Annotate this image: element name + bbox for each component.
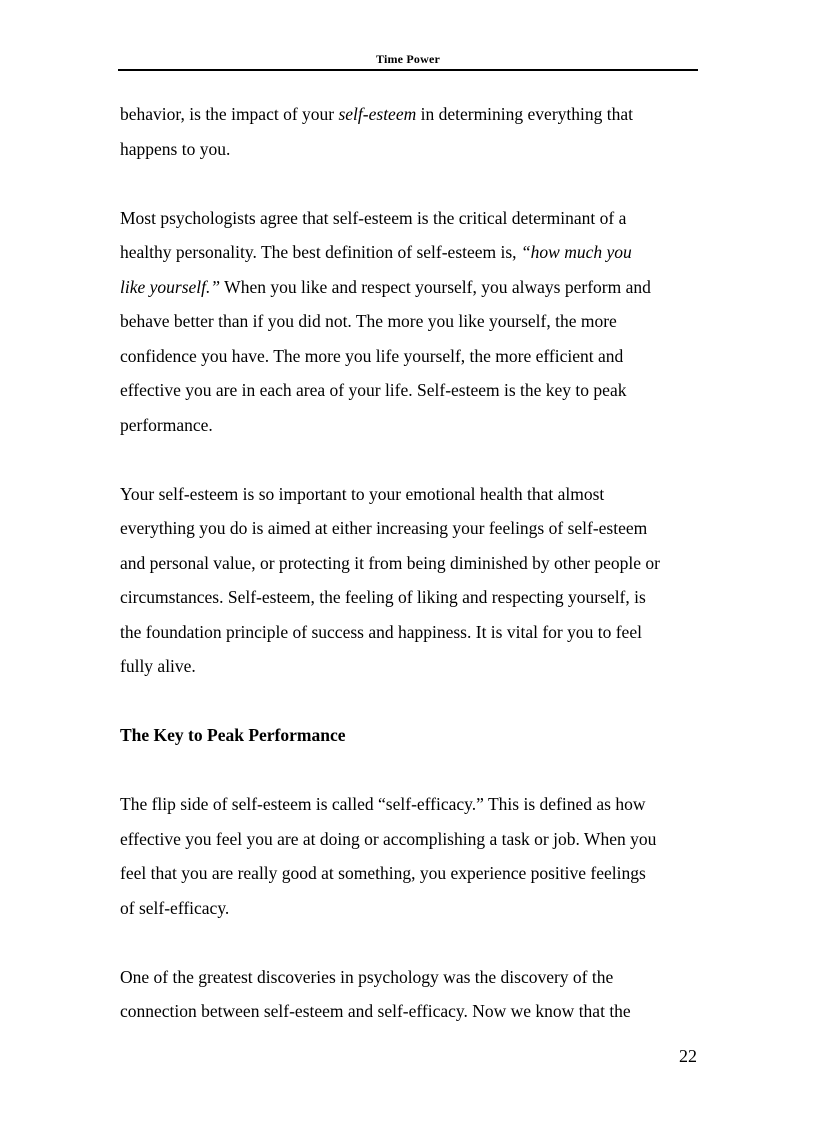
- paragraph-5: [120, 960, 705, 1029]
- paragraph-1: [120, 97, 705, 166]
- section-heading: The Key to Peak Performance: [120, 725, 346, 745]
- text-line: healthy personality. The best definition of self-esteem is, “how much you: [120, 242, 632, 262]
- text-line: fully alive.: [120, 656, 196, 676]
- running-header: Time Power: [375, 52, 441, 66]
- text-line: The flip side of self-esteem is called “self-efficacy.” This is defined as how: [120, 794, 646, 814]
- emphasis-quote: “how much you: [520, 242, 632, 262]
- text-line: One of the greatest discoveries in psychology was the discovery of the: [120, 966, 614, 987]
- text-line: happens to you.: [120, 138, 231, 159]
- paragraph-3: [120, 477, 705, 684]
- emphasis-quote: like yourself.”: [120, 276, 221, 297]
- text-line: behave better than if you did not. The more you like yourself, the more: [120, 311, 617, 331]
- text-line: performance.: [120, 414, 213, 435]
- paragraph-2: [120, 201, 705, 443]
- page-number: 22: [679, 1046, 697, 1066]
- text-line: connection between self-esteem and self-efficacy. Now we know that the: [120, 1001, 631, 1021]
- text-line: behavior, is the impact of your self-esteem in determining everything that: [120, 104, 633, 124]
- page-body: [120, 97, 705, 1063]
- text-line: feel that you are really good at something, you experience positive feelings: [120, 863, 646, 883]
- text-line: Your self-esteem is so important to your emotional health that almost: [120, 483, 605, 504]
- text-line: circumstances. Self-esteem, the feeling of liking and respecting yourself, is: [120, 587, 646, 607]
- header-rule: [118, 69, 698, 71]
- text-line: Most psychologists agree that self-esteem is the critical determinant of a: [120, 207, 627, 228]
- text-line: effective you are in each area of your life. Self-esteem is the key to peak: [120, 380, 627, 400]
- emphasis-self-esteem: self-esteem: [338, 104, 417, 124]
- text-line: the foundation principle of success and happiness. It is vital for you to feel: [120, 621, 642, 642]
- text-line: of self-efficacy.: [120, 897, 230, 918]
- text-line: like yourself.” When you like and respect yourself, you always perform and: [120, 276, 651, 297]
- text-line: and personal value, or protecting it from being diminished by other people or: [120, 552, 660, 573]
- paragraph-4: [120, 787, 705, 925]
- text-line: effective you feel you are at doing or accomplishing a task or job. When you: [120, 828, 657, 849]
- text-line: confidence you have. The more you life yourself, the more efficient and: [120, 345, 624, 366]
- text-line: everything you do is aimed at either increasing your feelings of self-esteem: [120, 518, 648, 538]
